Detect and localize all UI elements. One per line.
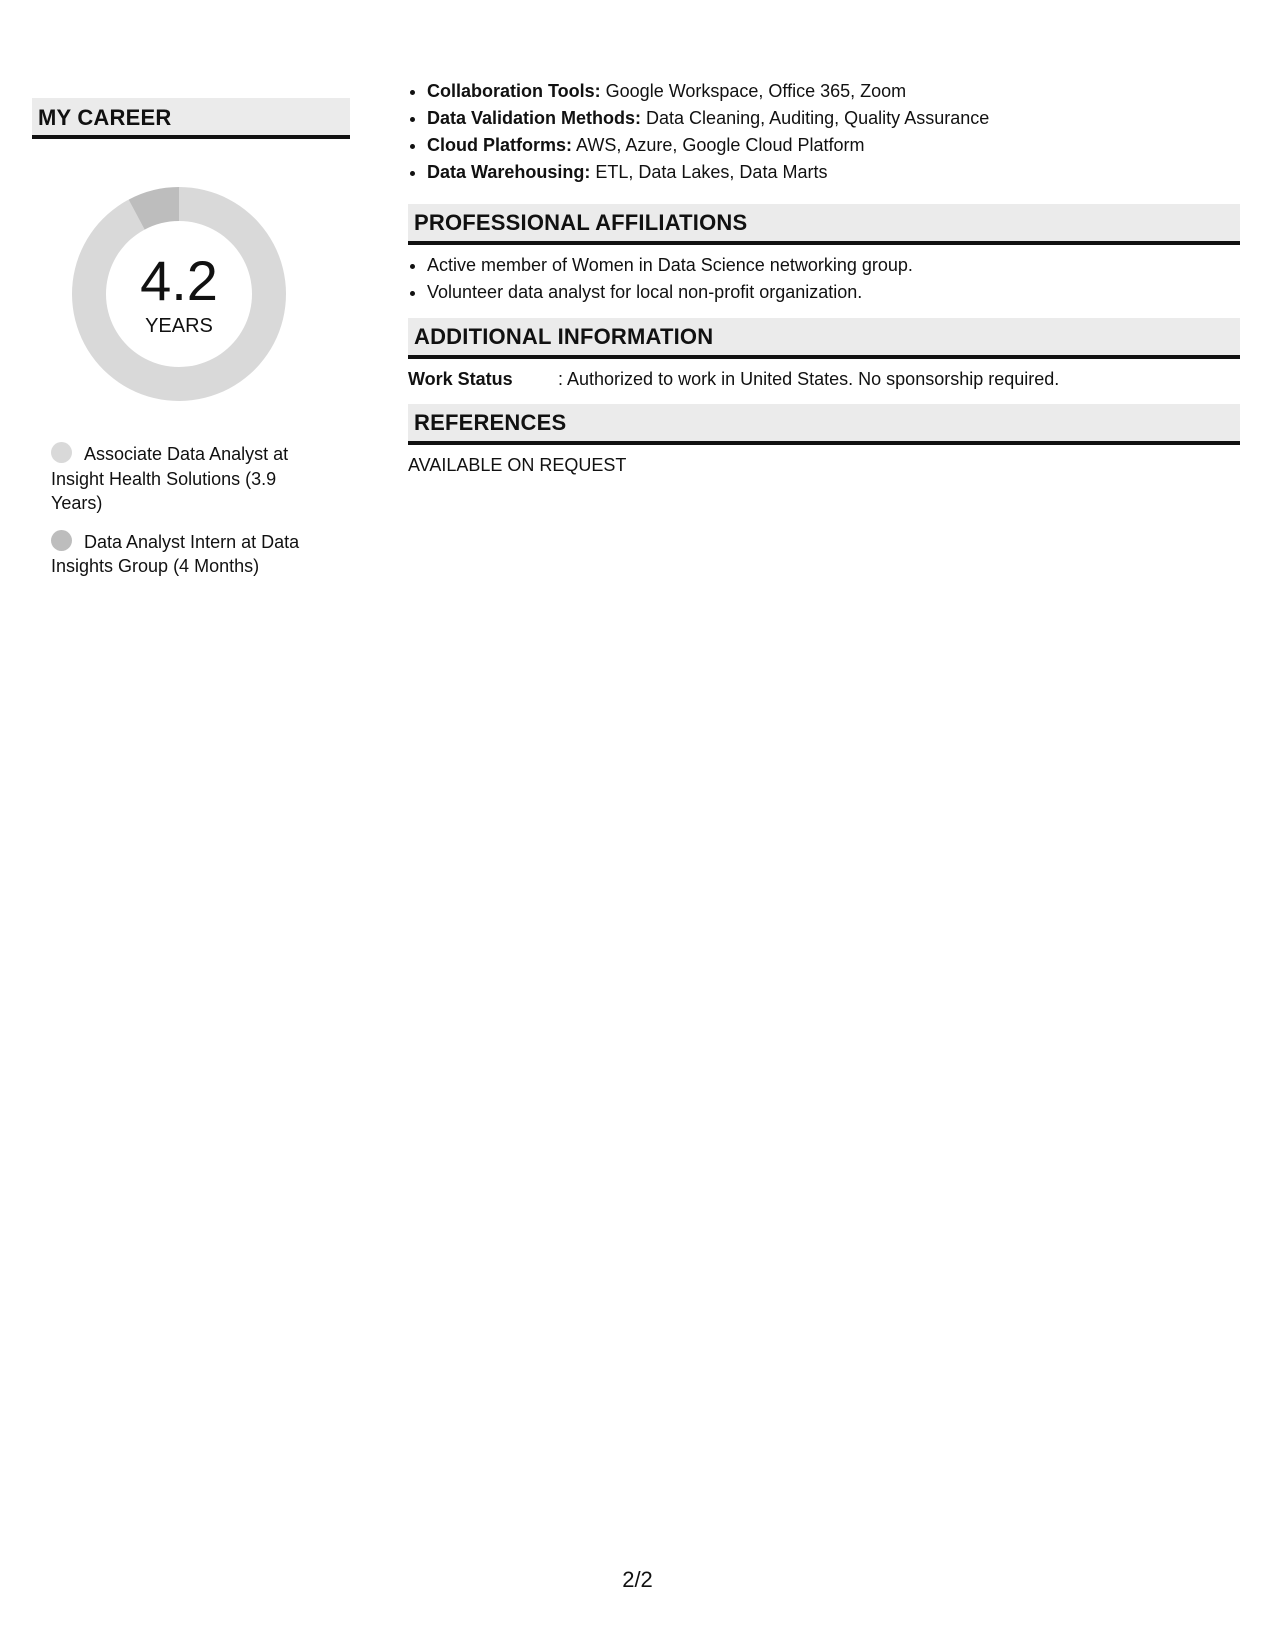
- legend-item: [51, 442, 321, 516]
- additional-info-header: ADDITIONAL INFORMATION: [408, 318, 1240, 359]
- legend-item: [51, 530, 321, 579]
- work-status-label: Work Status: [408, 369, 513, 389]
- skill-value: ETL, Data Lakes, Data Marts: [590, 162, 828, 182]
- references-text: AVAILABLE ON REQUEST: [408, 455, 627, 475]
- career-total-unit: YEARS: [145, 315, 213, 337]
- affiliation-item: • Active member of Women in Data Science networking group.: [427, 252, 1240, 279]
- skill-item: [427, 159, 1240, 186]
- skill-label: Cloud Platforms:: [427, 135, 573, 155]
- legend-label: Associate Data Analyst at Insight Health Solutions (3.9 Years): [51, 444, 289, 513]
- skill-value: Google Workspace, Office 365, Zoom: [600, 81, 907, 101]
- resume-main-column: [408, 78, 1240, 478]
- skill-label: Collaboration Tools:: [427, 81, 601, 101]
- references-header: REFERENCES: [408, 404, 1240, 445]
- legend-swatch-associate: [51, 442, 72, 463]
- legend-label: Data Analyst Intern at Data Insights Group (4 Months): [51, 531, 300, 576]
- work-status-value: : Authorized to work in United States. No sponsorship required.: [558, 369, 1060, 389]
- career-header: MY CAREER: [32, 98, 350, 139]
- skill-item: [427, 105, 1240, 132]
- skill-value: AWS, Azure, Google Cloud Platform: [572, 135, 865, 155]
- career-section: [32, 98, 350, 576]
- career-donut-chart: [66, 181, 292, 407]
- affiliations-header: PROFESSIONAL AFFILIATIONS: [408, 204, 1240, 245]
- affiliations-list: [408, 252, 1240, 306]
- skill-label: Data Validation Methods:: [427, 108, 642, 128]
- legend-swatch-intern: [51, 530, 72, 551]
- page-number: 2/2: [622, 1567, 653, 1592]
- work-status-row: [408, 366, 1240, 392]
- skills-list: [408, 78, 1240, 186]
- skill-label: Data Warehousing:: [427, 162, 591, 182]
- skill-item: [427, 132, 1240, 159]
- affiliation-item: • Volunteer data analyst for local non-profit organization.: [427, 279, 1240, 306]
- career-total-value: 4.2: [140, 249, 218, 312]
- skill-item: [427, 78, 1240, 105]
- skill-value: Data Cleaning, Auditing, Quality Assurance: [641, 108, 990, 128]
- career-legend: [51, 442, 321, 593]
